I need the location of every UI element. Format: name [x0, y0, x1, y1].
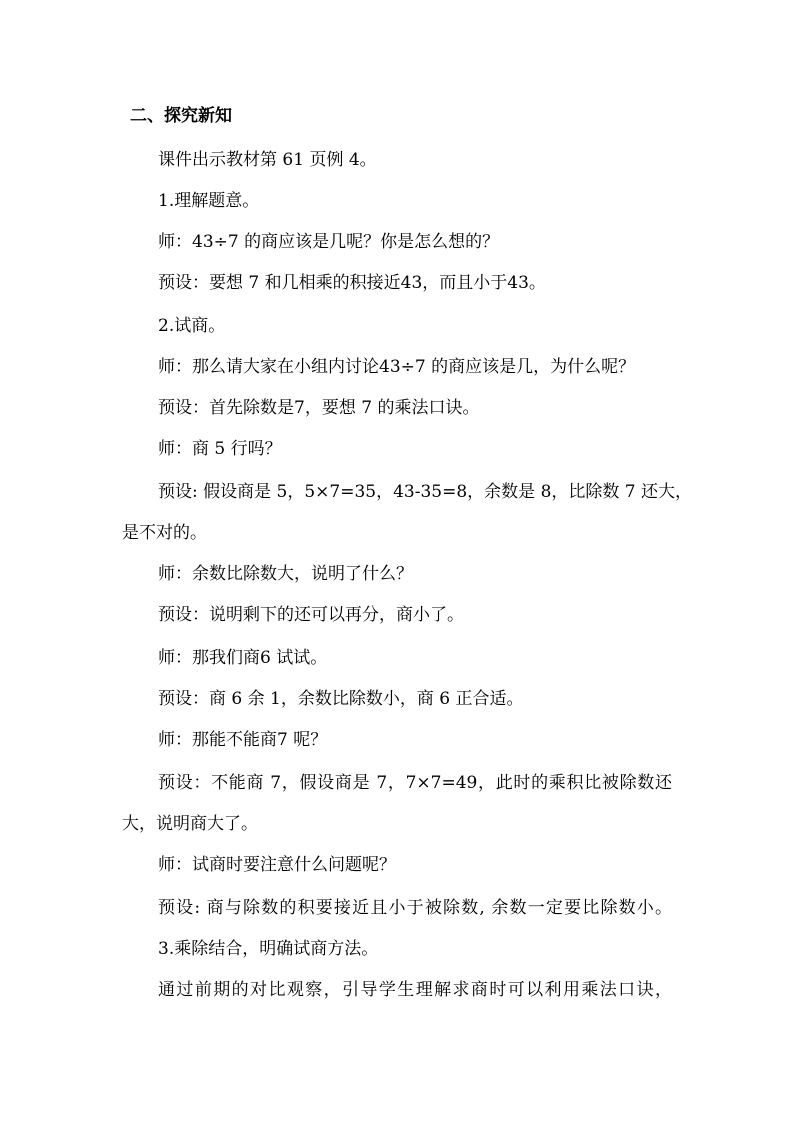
paragraph-text: 师：余数比除数大，说明了什么？	[158, 564, 413, 584]
paragraph-line	[0, 771, 794, 795]
paragraph-text: 预设：要想 7 和几相乘的积接近43，而且小于43。	[158, 273, 546, 293]
paragraph-text: 师：那么请大家在小组内讨论43÷7 的商应该是几，为什么呢？	[158, 357, 636, 377]
paragraph-line	[0, 687, 794, 711]
paragraph-text: 预设: 假设商是 5，5×7=35，43-35=8，余数是 8，比除数 7 还大，	[158, 482, 693, 502]
paragraph-line	[0, 603, 794, 627]
section-heading-text: 二、探究新知	[130, 106, 232, 126]
paragraph-text: 课件出示教材第 61 页例 4。	[158, 150, 377, 170]
paragraph-text: 通过前期的对比观察，引导学生理解求商时可以利用乘法口诀，	[158, 980, 672, 1000]
paragraph-text: 大，说明商大了。	[122, 814, 258, 834]
paragraph-text: 师：试商时要注意什么问题呢？	[158, 855, 396, 875]
paragraph-line	[0, 937, 794, 961]
paragraph-text: 预设：不能商 7，假设商是 7，7×7=49，此时的乘积比被除数还	[158, 773, 672, 793]
paragraph-text: 师：那我们商6 试试。	[158, 648, 328, 668]
paragraph-text: 2.试商。	[158, 316, 226, 336]
paragraph-text: 预设：说明剩下的还可以再分，商小了。	[158, 605, 464, 625]
paragraph-line	[0, 271, 794, 295]
paragraph-text: 师：43÷7 的商应该是几呢？你是怎么想的？	[158, 232, 500, 252]
paragraph-line	[0, 355, 794, 379]
paragraph-text: 是不对的。	[122, 523, 207, 543]
paragraph-text: 预设：首先除数是7，要想 7 的乘法口诀。	[158, 398, 480, 418]
paragraph-line	[0, 437, 794, 461]
paragraph-line	[0, 728, 794, 752]
paragraph-line	[0, 978, 794, 1002]
paragraph-text: 师：商 5 行吗？	[158, 439, 282, 459]
paragraph-text: 3.乘除结合，明确试商方法。	[158, 939, 379, 959]
paragraph-line	[0, 896, 794, 920]
paragraph-line	[0, 812, 794, 836]
paragraph-text: 1.理解题意。	[158, 191, 260, 211]
paragraph-text: 预设: 商与除数的积要接近且小于被除数, 余数一定要比除数小。	[158, 898, 672, 918]
paragraph-line	[0, 230, 794, 254]
paragraph-line	[0, 396, 794, 420]
paragraph-line	[0, 853, 794, 877]
paragraph-line	[0, 480, 794, 504]
paragraph-line	[0, 189, 794, 213]
paragraph-text: 师：那能不能商7 呢？	[158, 730, 328, 750]
paragraph-text: 预设：商 6 余 1，余数比除数小，商 6 正合适。	[158, 689, 524, 709]
paragraph-line	[0, 314, 794, 338]
paragraph-line	[0, 562, 794, 586]
paragraph-line	[0, 646, 794, 670]
paragraph-line	[0, 148, 794, 172]
section-heading	[0, 104, 794, 128]
paragraph-line	[0, 521, 794, 545]
